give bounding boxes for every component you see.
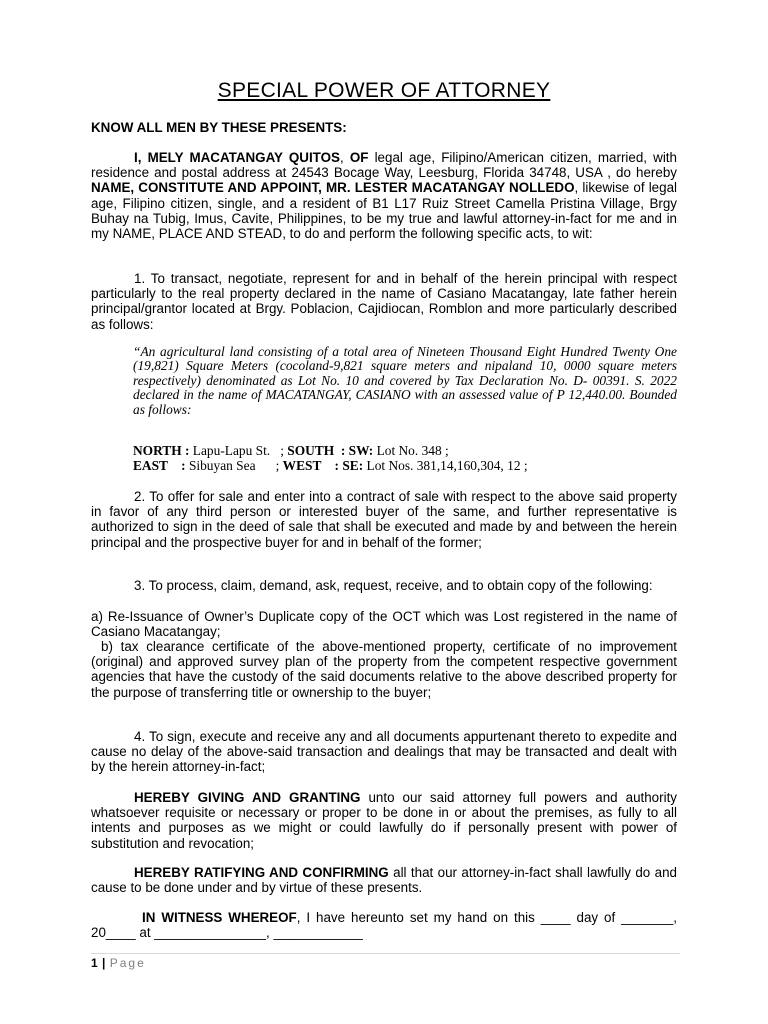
footer-divider: [91, 953, 680, 954]
ratifying-text: all that our attorney-in-fact shall lawfully do and cause to be done under and by virtue of these presents.: [91, 865, 677, 896]
west-label: WEST : SE:: [282, 457, 364, 473]
boundary-row-east-west: [133, 459, 528, 474]
principal-name: I, MELY MACATANGAY QUITOS: [134, 150, 340, 165]
witness-text: , I have hereunto set my hand on this ____ day of _______, 20____ at _______________, ____________: [91, 910, 677, 941]
giving-granting-clause: [91, 790, 677, 851]
item-3a: a) Re-Issuance of Owner’s Duplicate copy of the OCT which was Lost registered in the name of Casiano Macatangay;: [91, 609, 677, 640]
item-4: 4. To sign, execute and receive any and all documents appurtenant thereto to expedite and cause no delay of the above-said transaction and dealings that may be transacted and dealt with by the herein attorney-in-fact;: [91, 729, 677, 775]
intro-paragraph: [91, 150, 677, 241]
boundary-row-north-south: [133, 444, 528, 459]
property-boundaries: [133, 444, 528, 473]
item-3: 3. To process, claim, demand, ask, request, receive, and to obtain copy of the following:: [134, 578, 653, 593]
intro-of: OF: [349, 150, 369, 165]
north-value: Lapu-Lapu St. ;: [189, 443, 288, 458]
south-value: Lot No. 348 ;: [373, 443, 449, 458]
attorney-appointment: NAME, CONSTITUTE AND APPOINT, MR. LESTER MACATANGAY NOLLEDO: [91, 180, 575, 196]
page-number: 1: [91, 956, 99, 970]
item-1: 1. To transact, negotiate, represent for and in behalf of the herein principal with respect particularly to the real property declared in the name of Casiano Macatangay, late father herein principal/grantor located at Brgy. Poblacion, Cajidiocan, Romblon and more particularly described as follows:: [91, 271, 677, 332]
south-label: SOUTH : SW:: [287, 443, 374, 458]
giving-granting-text: unto our said attorney full powers and authority whatsoever requisite or necessary or proper to be done in or about the premises, as fully to all intents and purposes as we might or could lawfully do if personally present with power of substitution and revocation;: [91, 790, 677, 851]
footer-separator: |: [98, 956, 110, 970]
witness-heading: IN WITNESS WHEREOF: [142, 910, 297, 925]
intro-text-1: legal age, Filipino/American citizen, married, with residence and postal address at 24543 Bocage Way, Leesburg, Florida 34748, USA , do hereby: [91, 150, 677, 181]
ratifying-heading: HEREBY RATIFYING AND CONFIRMING: [134, 865, 389, 880]
salutation: KNOW ALL MEN BY THESE PRESENTS:: [91, 120, 347, 135]
witness-clause: [91, 910, 677, 940]
ratifying-clause: [91, 865, 677, 895]
item-2: 2. To offer for sale and enter into a contract of sale with respect to the above said property in favor of any third person or interested buyer of the same, and further representative is authorized to sign in the deed of sale that shall be executed and made by and between the herein principal and the prospective buyer for and in behalf of the former;: [91, 489, 677, 550]
property-description: “An agricultural land consisting of a total area of Nineteen Thousand Eight Hundred Twenty One (19,821) Square Meters (cocoland-9,821 square meters and nipaland 10, 0000 square meters respectively) denominated as Lot No. 10 and covered by Tax Declaration No. D- 00391. S. 2022 declared in the name of MACATANGAY, CASIANO with an assessed value of P 12,440.00. Bounded as follows:: [133, 344, 677, 417]
page-footer: [91, 956, 146, 970]
east-value: Sibuyan Sea ;: [185, 457, 283, 473]
item-3b: b) tax clearance certificate of the above-mentioned property, certificate of no improvement (original) and approved survey plan of the property from the competent respective government agencies that have the custody of the said documents relative to the above described property for the purpose of transferring title or ownership to the buyer;: [91, 639, 677, 700]
intro-separator: ,: [339, 150, 350, 165]
giving-granting-heading: HEREBY GIVING AND GRANTING: [134, 790, 361, 805]
page-word: Page: [109, 956, 146, 970]
document-title: SPECIAL POWER OF ATTORNEY: [217, 79, 551, 102]
west-value: Lot Nos. 381,14,160,304, 12 ;: [363, 457, 528, 473]
east-label: EAST :: [133, 457, 186, 473]
intro-text-2: , likewise of legal age, Filipino citizen, single, and a resident of B1 L17 Ruiz Street Camella Pristina Village, Brgy Buhay na Tubig, Imus, Cavite, Philippines, to be my true and lawful attorney-in-fact for me and in my NAME, PLACE AND STEAD, to do and perform the following specific acts, to wit:: [91, 180, 677, 242]
north-label: NORTH :: [133, 443, 190, 458]
